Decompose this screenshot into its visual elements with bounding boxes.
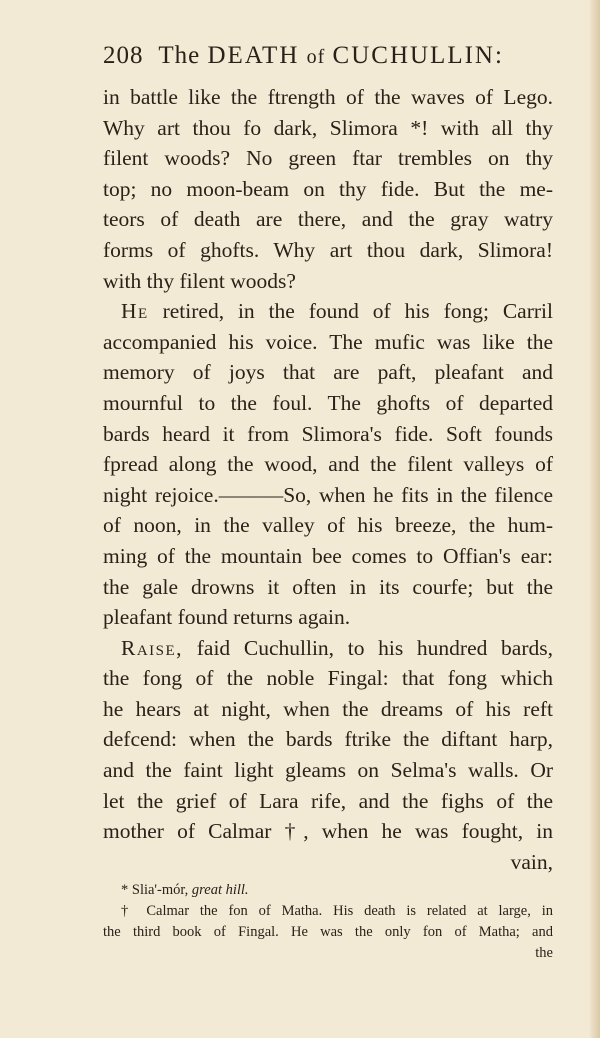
catchword: vain, xyxy=(510,849,553,874)
paragraph-opening-line xyxy=(103,633,553,664)
text-line: and the faint light gleams on Selma's walls. Or xyxy=(103,758,553,783)
text-line: night rejoice.———So, when he fits in the filence xyxy=(103,482,553,507)
footnote-2-line: the third book of Fingal. He was the only fon of Matha; and xyxy=(103,924,553,940)
text-line: in battle like the ftrength of the waves of Lego. xyxy=(103,85,553,109)
text-line: of noon, in the valley of his breeze, the hum- xyxy=(103,513,553,538)
text-line: with thy filent woods? xyxy=(103,268,296,293)
footnote-1 xyxy=(103,880,553,901)
text-line: forms of ghofts. Why art thou dark, Slimora! xyxy=(103,237,553,262)
text-line: let the grief of Lara rife, and the fighs of the xyxy=(103,788,553,813)
header-title-word1: DEATH xyxy=(207,42,300,69)
footnote-1-term: * Slia'-mór, xyxy=(121,882,189,898)
running-header xyxy=(103,42,533,70)
text-line: filent woods? No green ftar trembles on thy xyxy=(103,146,553,171)
text-line: defcend: when the bards ftrike the diftant harp, xyxy=(103,727,553,752)
text-line: mournful to the foul. The ghofts of departed xyxy=(103,390,553,415)
footnote-1-gloss: great hill. xyxy=(191,882,249,898)
header-title-word2: CUCHULLIN: xyxy=(332,42,504,69)
text-line: teors of death are there, and the gray watry xyxy=(103,207,553,232)
text-line: accompanied his voice. The mufic was like the xyxy=(103,329,553,354)
text-line: bards heard it from Slimora's fide. Soft founds xyxy=(103,421,553,446)
paragraph-lead-rest: faid Cuchullin, to his hundred bards, xyxy=(183,635,553,660)
header-title-prefix: The xyxy=(158,42,201,69)
page-number: 208 xyxy=(103,42,144,69)
text-line: pleafant found returns again. xyxy=(103,605,351,630)
footnote-catchword: the xyxy=(535,945,553,961)
text-line: mother of Calmar †, when he was fought, in xyxy=(103,819,553,844)
page-edge xyxy=(590,0,600,1038)
header-title-of: of xyxy=(306,46,326,68)
text-line: ming of the mountain bee comes to Offian's ear: xyxy=(103,543,553,568)
paragraph-lead: Raise, xyxy=(121,635,184,660)
text-line: the fong of the noble Fingal: that fong which xyxy=(103,666,553,691)
text-line: he hears at night, when the dreams of his reft xyxy=(103,696,553,721)
paragraph-lead: He xyxy=(121,299,149,324)
text-line: Why art thou fo dark, Slimora *! with all thy xyxy=(103,115,553,140)
paragraph-lead-rest: retired, in the found of his fong; Carril xyxy=(148,299,553,324)
text-line: memory of joys that are paft, pleafant and xyxy=(103,360,553,385)
paragraph-opening-line xyxy=(103,296,553,327)
body-text xyxy=(103,82,553,877)
text-line: fpread along the wood, and the filent valleys of xyxy=(103,452,553,477)
text-line: the gale drowns it often in its courfe; but the xyxy=(103,574,553,599)
footnotes xyxy=(103,880,553,964)
text-line: top; no moon-beam on thy fide. But the me- xyxy=(103,176,553,201)
footnote-2-line: † Calmar the fon of Matha. His death is related at large, in xyxy=(121,903,553,919)
